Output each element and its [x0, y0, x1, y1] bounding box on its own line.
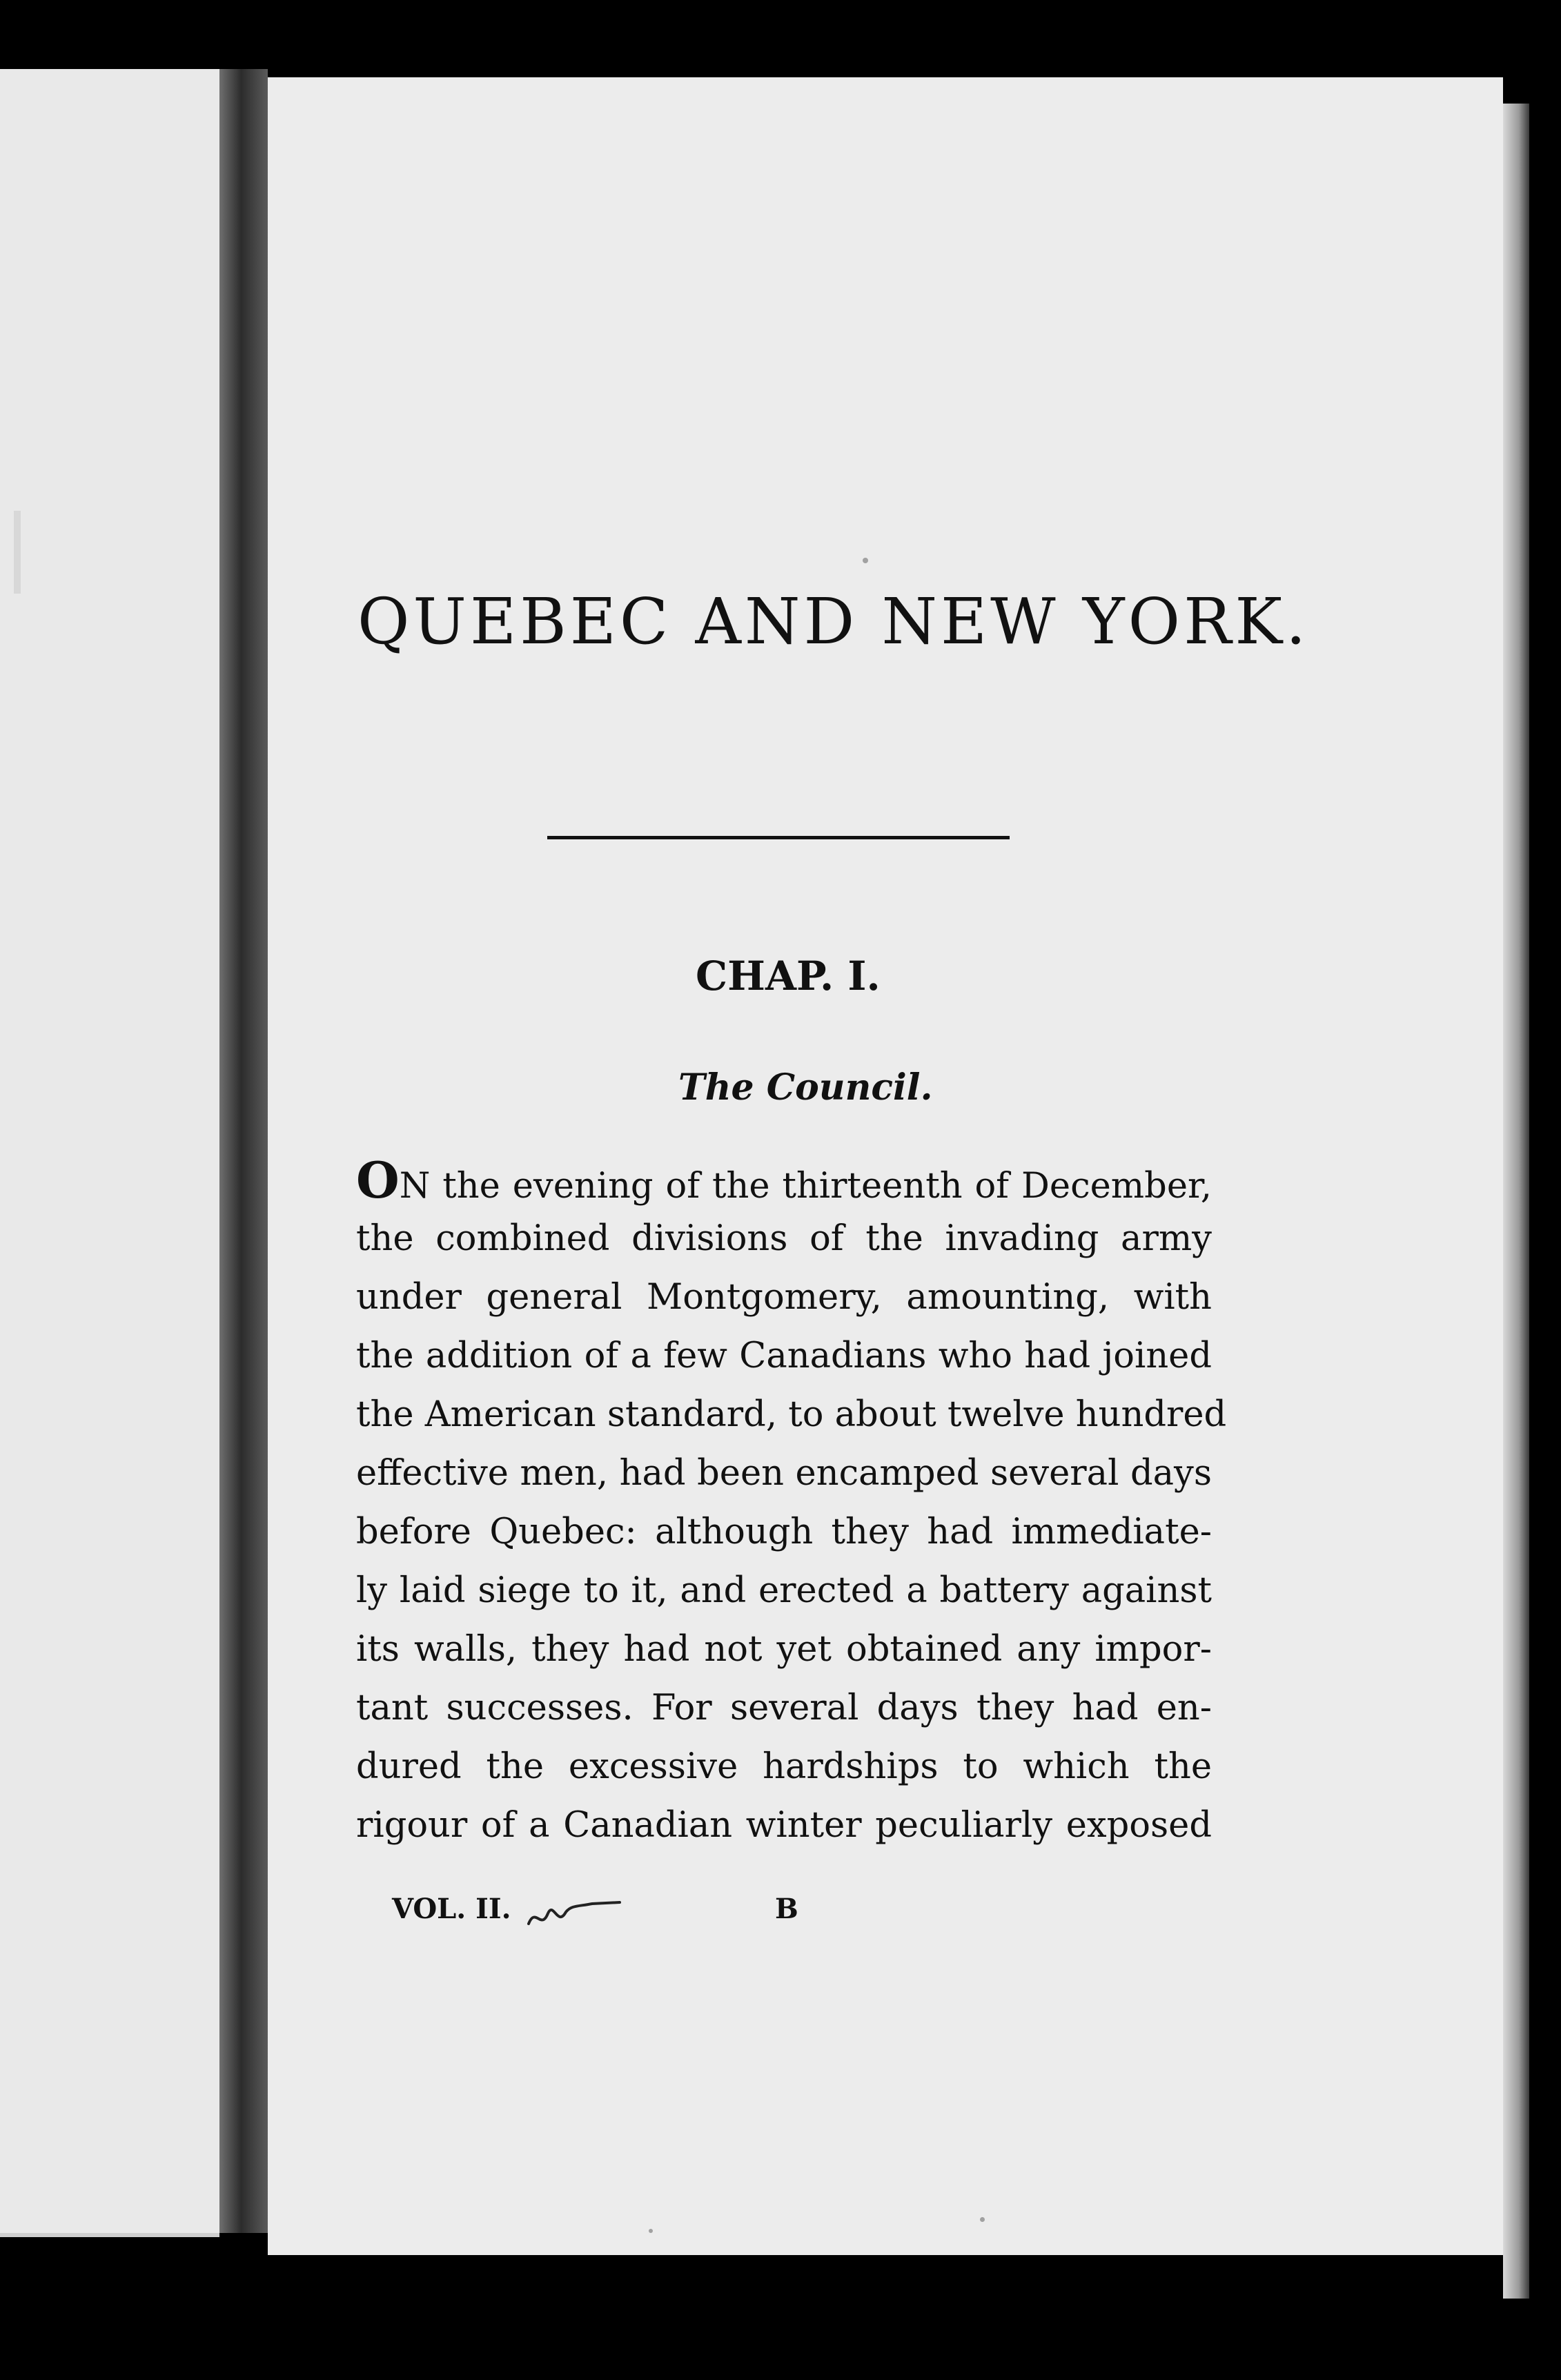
body-line: dured the excessive hardships to which the	[356, 1746, 1212, 1787]
body-line: its walls, they had not yet obtained any impor-	[356, 1629, 1212, 1670]
body-line: ly laid siege to it, and erected a battery against	[356, 1570, 1212, 1611]
left-page	[0, 69, 219, 2237]
book-title: QUEBEC AND NEW YORK.	[357, 585, 1310, 659]
body-line: the American standard, to about twelve hundred	[356, 1394, 1227, 1435]
dust-speck	[863, 558, 868, 563]
dust-speck	[649, 2229, 653, 2233]
title-rule	[547, 836, 1010, 839]
left-page-bleed-through	[14, 511, 214, 594]
signature-mark: B	[775, 1893, 798, 1925]
body-line: under general Montgomery, amounting, with	[356, 1277, 1212, 1318]
right-page	[268, 77, 1503, 2255]
body-line: effective men, had been encamped several days	[356, 1453, 1212, 1494]
body-line-text: N the evening of the thirteenth of December,	[399, 1166, 1212, 1207]
body-text	[356, 1151, 1227, 1855]
body-line: the combined divisions of the invading army	[356, 1218, 1212, 1259]
body-line	[356, 1151, 1212, 1209]
dust-speck	[980, 2217, 985, 2222]
page-text	[268, 77, 1503, 2255]
handwritten-mark	[523, 1893, 627, 1934]
chapter-heading: CHAP. I.	[696, 953, 881, 999]
drop-cap: O	[356, 1151, 400, 1209]
book-gutter	[219, 69, 268, 2233]
body-line: rigour of a Canadian winter peculiarly exposed	[356, 1805, 1212, 1846]
body-line: tant successes. For several days they had en-	[356, 1688, 1212, 1728]
volume-marker: VOL. II.	[392, 1893, 511, 1925]
chapter-title: The Council.	[678, 1066, 933, 1109]
body-line: before Quebec: although they had immediate-	[356, 1512, 1212, 1552]
page-edge-shadow	[1503, 104, 1529, 2299]
body-line: the addition of a few Canadians who had joined	[356, 1336, 1212, 1376]
